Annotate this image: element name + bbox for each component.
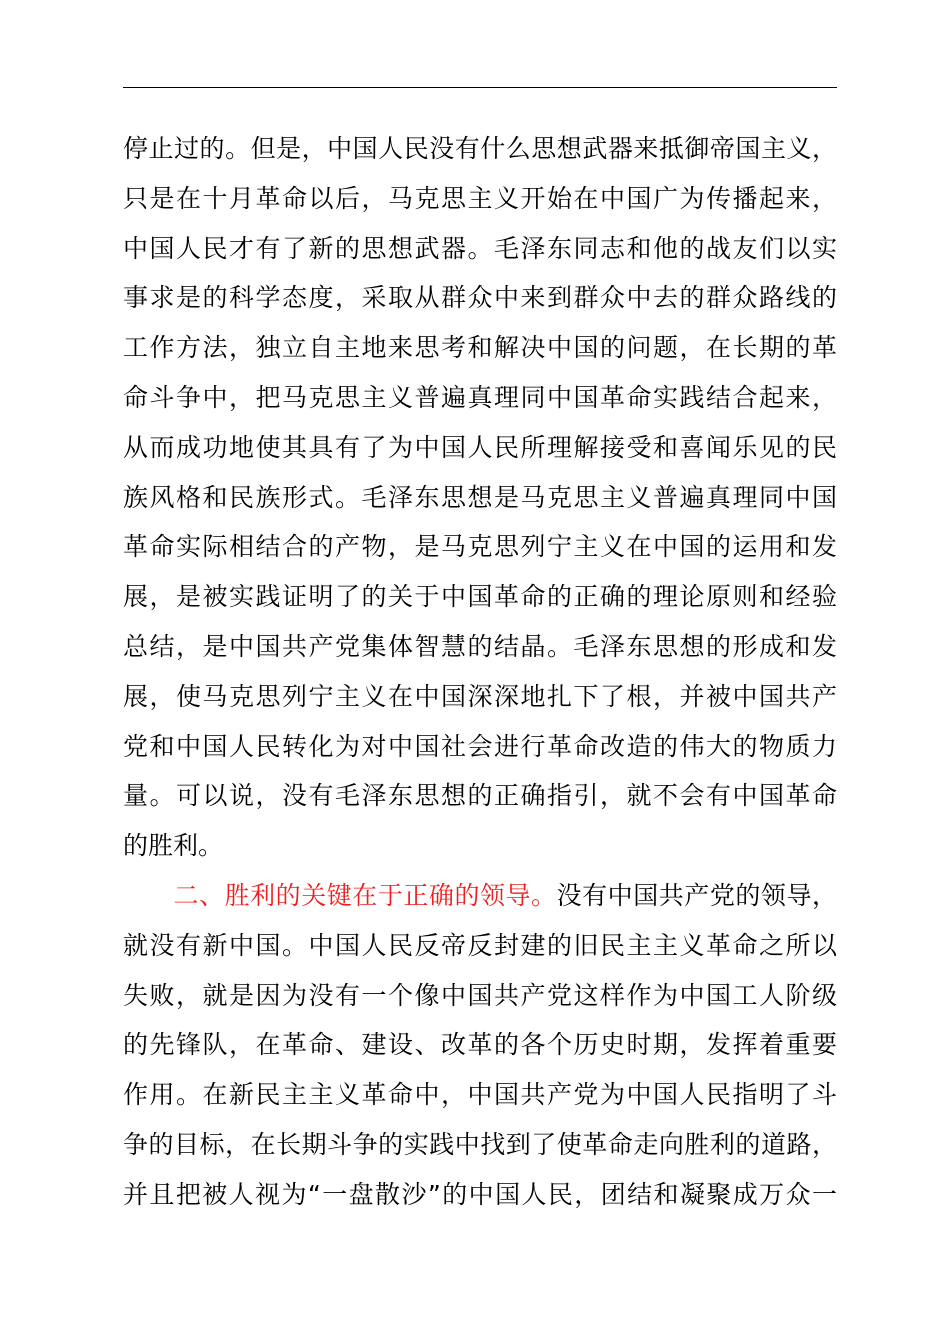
- text-line: 革命实际相结合的产物，是马克思列宁主义在中国的运用和发: [123, 532, 837, 562]
- header-rule: [123, 87, 837, 88]
- paragraph-2: [123, 871, 837, 1220]
- section-heading: 二、胜利的关键在于正确的领导。: [173, 880, 557, 910]
- text-line: 工作方法，独立自主地来思考和解决中国的问题，在长期的革: [123, 333, 837, 363]
- text-line: 从而成功地使其具有了为中国人民所理解接受和喜闻乐见的民: [123, 432, 837, 462]
- text-line: 命斗争中，把马克思主义普遍真理同中国革命实践结合起来，: [123, 382, 837, 412]
- text-line: 展，使马克思列宁主义在中国深深地扎下了根，并被中国共产: [123, 681, 837, 711]
- text-line: 党和中国人民转化为对中国社会进行革命改造的伟大的物质力: [123, 731, 837, 761]
- paragraph-2-first-line: [123, 871, 837, 921]
- text-line: 的先锋队，在革命、建设、改革的各个历史时期，发挥着重要: [123, 1030, 837, 1060]
- text-line: 并且把被人视为“一盘散沙”的中国人民，团结和凝聚成万众一: [123, 1179, 837, 1209]
- text-line: 族风格和民族形式。毛泽东思想是马克思主义普遍真理同中国: [123, 482, 837, 512]
- text-line: 争的目标，在长期斗争的实践中找到了使革命走向胜利的道路，: [123, 1129, 837, 1159]
- text-run: 没有中国共产党的领导，: [556, 880, 837, 910]
- text-line: 只是在十月革命以后，马克思主义开始在中国广为传播起来，: [123, 183, 837, 213]
- text-line: 事求是的科学态度，采取从群众中来到群众中去的群众路线的: [123, 283, 837, 313]
- paragraph-1: [123, 124, 837, 871]
- body-text: [123, 124, 837, 1220]
- text-line: 中国人民才有了新的思想武器。毛泽东同志和他的战友们以实: [123, 233, 837, 263]
- text-line: 作用。在新民主主义革命中，中国共产党为中国人民指明了斗: [123, 1080, 837, 1110]
- text-line: 失败，就是因为没有一个像中国共产党这样作为中国工人阶级: [123, 980, 837, 1010]
- text-line: 就没有新中国。中国人民反帝反封建的旧民主主义革命之所以: [123, 930, 837, 960]
- text-line: 的胜利。: [123, 831, 224, 861]
- text-line: 展，是被实践证明了的关于中国革命的正确的理论原则和经验: [123, 582, 837, 612]
- text-line: 量。可以说，没有毛泽东思想的正确指引，就不会有中国革命: [123, 781, 837, 811]
- text-line: 停止过的。但是，中国人民没有什么思想武器来抵御帝国主义，: [123, 134, 837, 163]
- text-line: 总结，是中国共产党集体智慧的结晶。毛泽东思想的形成和发: [123, 631, 837, 661]
